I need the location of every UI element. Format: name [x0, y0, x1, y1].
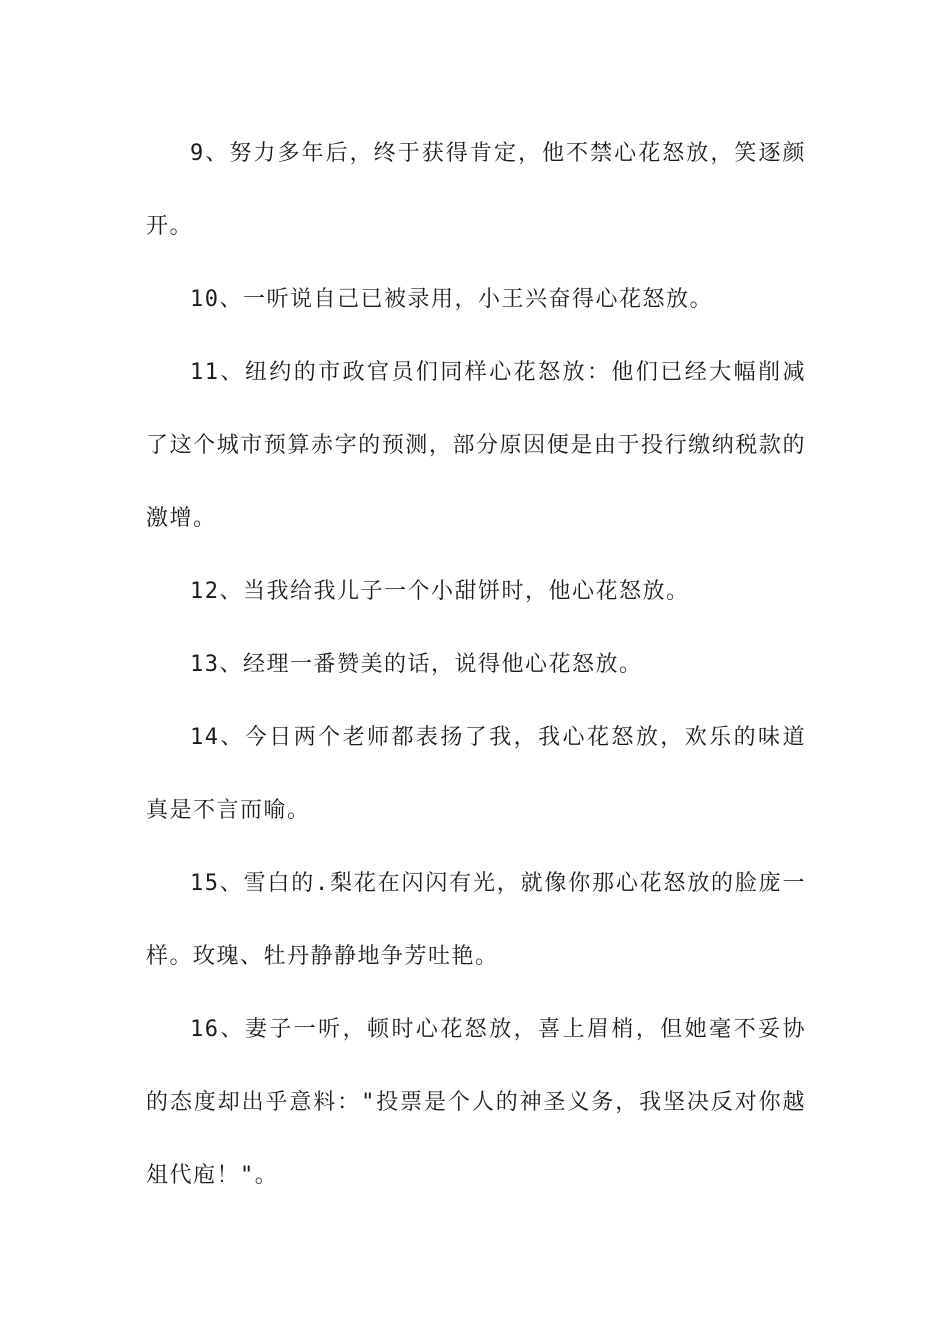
- paragraph-16: 16、妻子一听，顿时心花怒放，喜上眉梢，但她毫不妥协的态度却出乎意料："投票是个人的神圣义务，我坚决反对你越俎代庖！"。: [146, 1017, 806, 1188]
- paragraph-14: 14、今日两个老师都表扬了我，我心花怒放，欢乐的味道真是不言而喻。: [146, 725, 806, 823]
- paragraph-10: 10、一听说自己已被录用，小王兴奋得心花怒放。: [190, 287, 713, 312]
- paragraph-9: 9、努力多年后，终于获得肯定，他不禁心花怒放，笑逐颜开。: [146, 141, 806, 239]
- document-body: [146, 117, 806, 1212]
- paragraph-13: 13、经理一番赞美的话，说得他心花怒放。: [190, 652, 643, 677]
- paragraph-12: 12、当我给我儿子一个小甜饼时，他心花怒放。: [190, 579, 690, 604]
- paragraph-11: 11、纽约的市政官员们同样心花怒放：他们已经大幅削减了这个城市预算赤字的预测，部分原因便是由于投行缴纳税款的激增。: [146, 360, 806, 531]
- paragraph-15: 15、雪白的.梨花在闪闪有光，就像你那心花怒放的脸庞一样。玫瑰、牡丹静静地争芳吐艳。: [146, 871, 806, 969]
